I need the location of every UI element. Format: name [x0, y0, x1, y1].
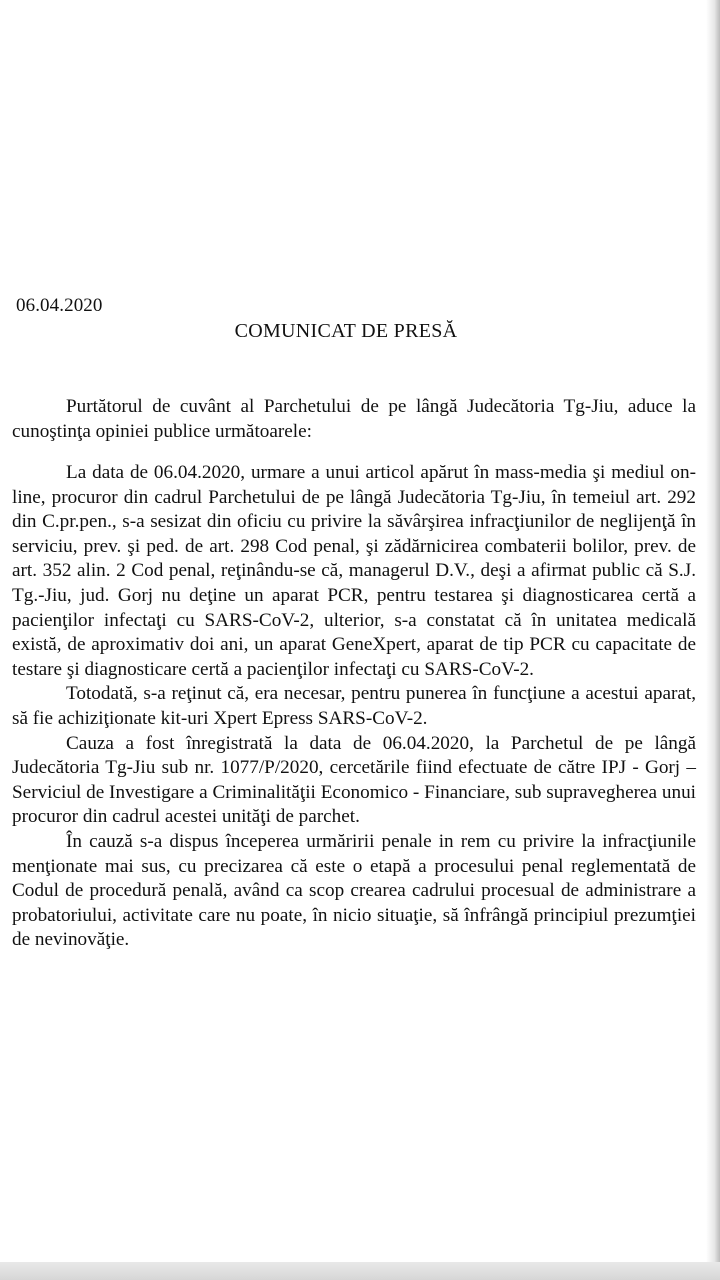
intro-paragraph: Purtătorul de cuvânt al Parchetului de pe lângă Judecătoria Tg-Jiu, aduce la cunoştinţa opiniei publice următoarele:: [12, 396, 696, 442]
intro-section: [12, 395, 696, 444]
document-date: 06.04.2020: [16, 295, 103, 316]
content-section: [12, 461, 696, 953]
document-title: COMUNICAT DE PRESĂ: [234, 320, 458, 342]
page-edge-shadow: [706, 0, 720, 1280]
paragraph-2: Totodată, s-a reţinut că, era necesar, pentru punerea în funcţiune a acestui aparat, să fie achiziţionate kit-uri Xpert Epress SARS-CoV-2.: [12, 683, 696, 729]
paragraph-3: Cauza a fost înregistrată la data de 06.04.2020, la Parchetul de pe lângă Judecătoria Tg-Jiu sub nr. 1077/P/2020, cercetările fiind efectuate de către IPJ - Gorj – Serviciul de Investigare a Criminalităţii Economico - Financiare, sub supravegherea unui procuror din cadrul acestei unităţi de parchet.: [12, 732, 696, 828]
paragraph-1: La data de 06.04.2020, urmare a unui articol apărut în mass-media şi mediul on-line, procuror din cadrul Parchetului de pe lângă Judecătoria Tg-Jiu, în temeiul art. 292 din C.pr.pen., s-a sesizat din oficiu cu privire la săvârşirea infracţiunilor de neglijenţă în serviciu, prev. şi ped. de art. 298 Cod penal, şi zădărnicirea combaterii bolilor, prev. de art. 352 alin. 2 Cod penal, reţinându-se că, managerul D.V., deşi a afirmat public că S.J. Tg.-Jiu, jud. Gorj nu deţine un aparat PCR, pentru testarea şi diagnosticarea certă a pacienţilor infectaţi cu SARS-CoV-2, ulterior, s-a constatat că în unitatea medicală există, de aproximativ doi ani, un aparat GeneXpert, aparat de tip PCR cu capacitate de testare şi diagnosticare certă a pacienţilor infectaţi cu SARS-CoV-2.: [12, 462, 696, 680]
paragraph-4: În cauză s-a dispus începerea urmăririi penale in rem cu privire la infracţiunile menţionate mai sus, cu precizarea că este o etapă a procesului penal reglementată de Codul de procedură penală, având ca scop crearea cadrului procesual de administrare a probatoriului, activitate care nu poate, în nicio situaţie, să înfrângă principiul prezumţiei de nevinovăţie.: [12, 830, 696, 951]
bottom-bar: [0, 1262, 720, 1280]
